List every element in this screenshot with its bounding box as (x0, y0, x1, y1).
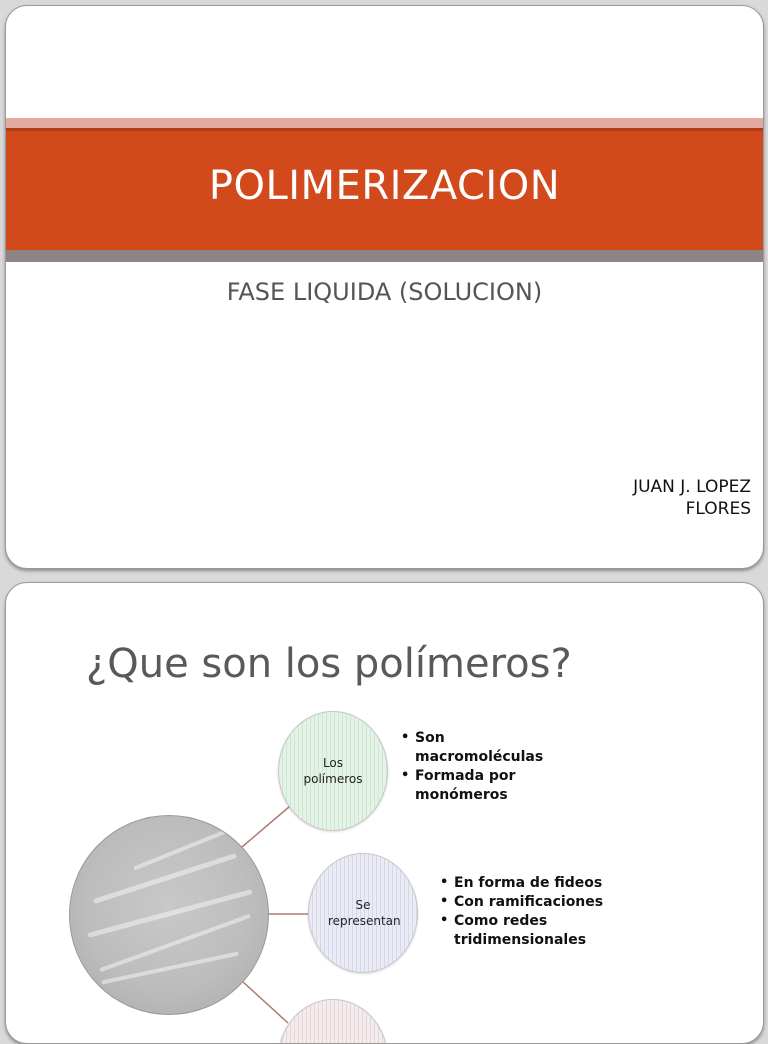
bullet-item: • En forma de fideos (438, 874, 638, 893)
slide-subtitle: FASE LIQUIDA (SOLUCION) (226, 278, 543, 306)
slide-title: POLIMERIZACION (208, 163, 561, 209)
connector-line (242, 981, 288, 1023)
connector-line (242, 801, 296, 847)
title-band-accent-bottom (6, 250, 763, 262)
bullet-item: • Formada por monómeros (399, 767, 559, 805)
slide-heading: ¿Que son los polímeros? (86, 641, 572, 687)
author-line-2: FLORES (685, 499, 751, 519)
diagram-node-polymers (278, 711, 388, 831)
diagram-node-representation (308, 853, 418, 973)
bullet-list (438, 874, 638, 950)
bullet-item: • Son macromoléculas (399, 729, 559, 767)
author-name (633, 476, 751, 520)
content-slide (5, 582, 764, 1044)
bullet-item: • Como redes tridimensionales (438, 912, 638, 950)
node-label: Se representan (328, 898, 401, 928)
bullet-list (399, 729, 559, 805)
polymer-image-circle (69, 815, 269, 1015)
author-line-1: JUAN J. LOPEZ (633, 477, 751, 497)
node-label: Los polímeros (303, 756, 363, 786)
title-band-accent-top (6, 118, 763, 128)
title-slide (5, 5, 764, 569)
bullet-item: • Con ramificaciones (438, 893, 638, 912)
